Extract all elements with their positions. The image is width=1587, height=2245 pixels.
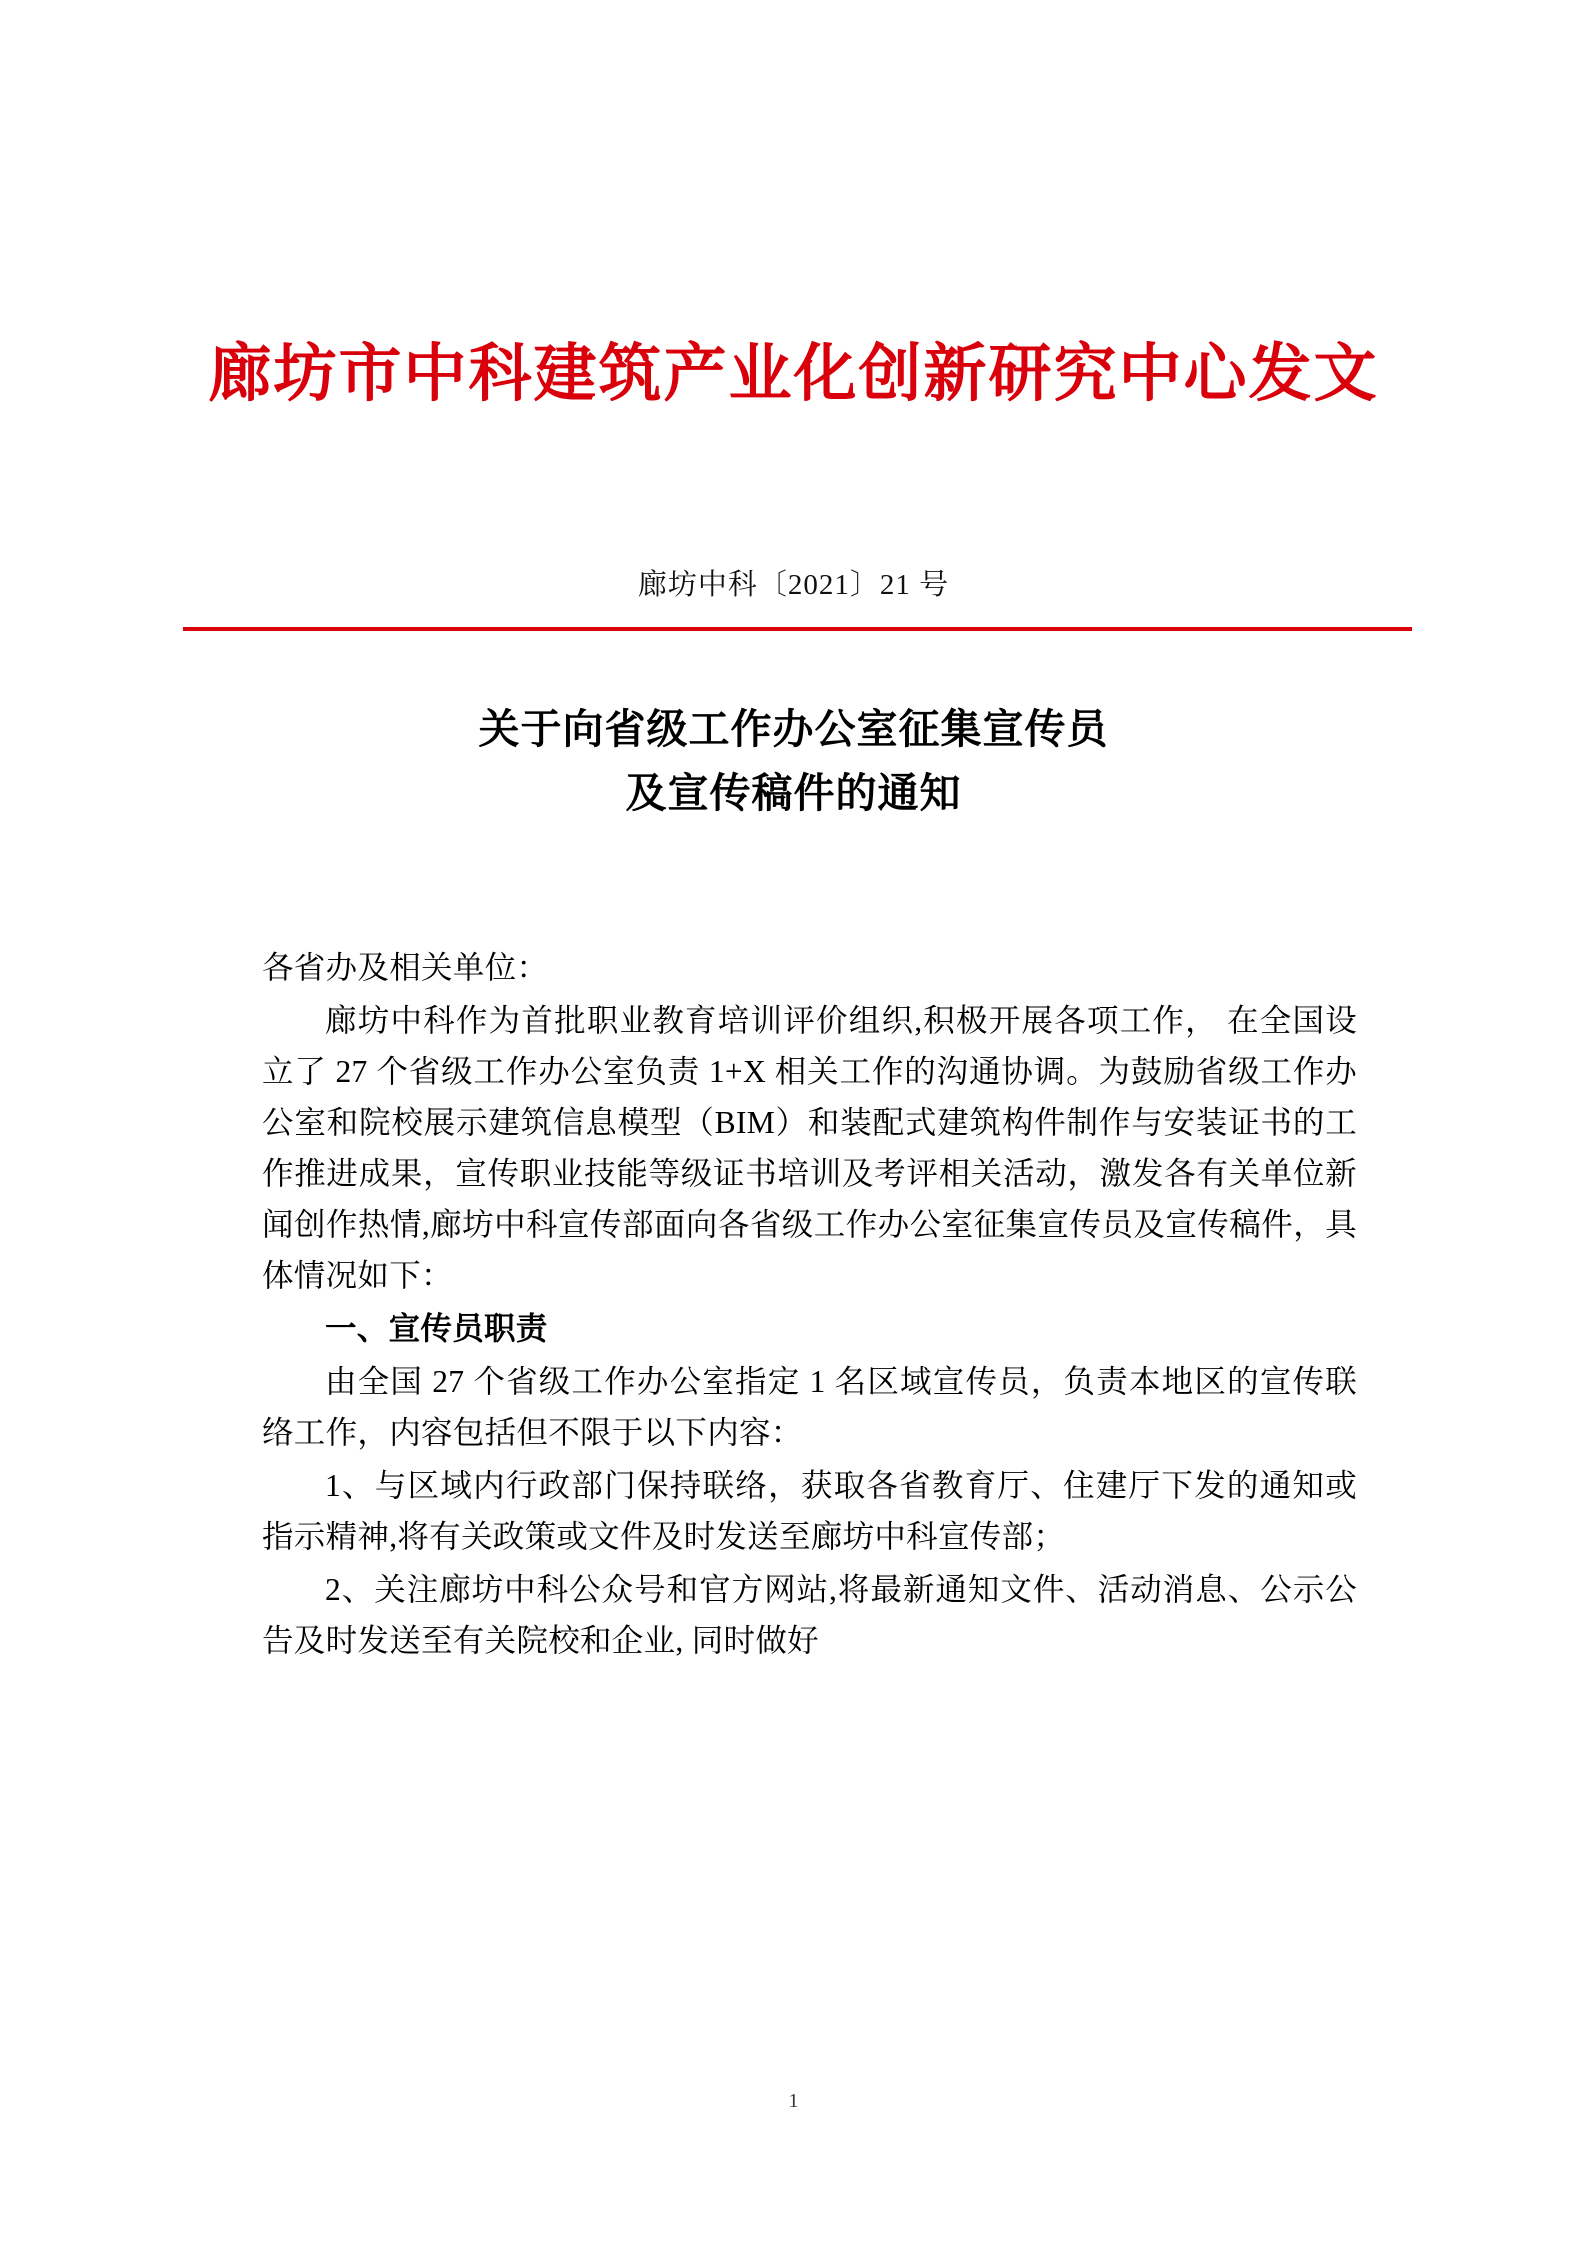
section-paragraph-2: 1、与区域内行政部门保持联络，获取各省教育厅、住建厅下发的通知或指示精神,将有关政策或文件及时发送至廊坊中科宣传部； bbox=[262, 1468, 1357, 1555]
document-subject bbox=[0, 698, 1587, 825]
subject-line-2: 及宣传稿件的通知 bbox=[625, 769, 962, 816]
intro-paragraph: 廊坊中科作为首批职业教育培训评价组织,积极开展各项工作， 在全国设立了 27 个省级工作办公室负责 1+X 相关工作的沟通协调。为鼓励省级工作办公室和院校展示建筑信息模型（BIM）和装配式建筑构件制作与安装证书的工作推进成果，宣传职业技能等级证书培训及考评相关活动，激发各有关单位新闻创作热情,廊坊中科宣传部面向各省级工作办公室征集宣传员及宣传稿件，具体情况如下： bbox=[262, 1003, 1357, 1294]
document-header bbox=[0, 340, 1587, 409]
red-divider-rule bbox=[183, 627, 1412, 631]
salutation: 各省办及相关单位： bbox=[262, 950, 549, 985]
section-paragraph-1: 由全国 27 个省级工作办公室指定 1 名区域宣传员，负责本地区的宣传联络工作，内容包括但不限于以下内容： bbox=[262, 1364, 1357, 1451]
section-paragraph-3: 2、关注廊坊中科公众号和官方网站,将最新通知文件、活动消息、公示公告及时发送至有关院校和企业, 同时做好 bbox=[262, 1572, 1357, 1659]
document-body bbox=[262, 942, 1357, 1668]
page-number: 1 bbox=[788, 2090, 799, 2112]
issuing-organization-title: 廊坊市中科建筑产业化创新研究中心发文 bbox=[208, 339, 1379, 409]
section-heading-1: 一、宣传员职责 bbox=[325, 1311, 548, 1347]
subject-line-1: 关于向省级工作办公室征集宣传员 bbox=[478, 706, 1109, 752]
document-number: 廊坊中科〔2021〕21 号 bbox=[637, 569, 950, 601]
